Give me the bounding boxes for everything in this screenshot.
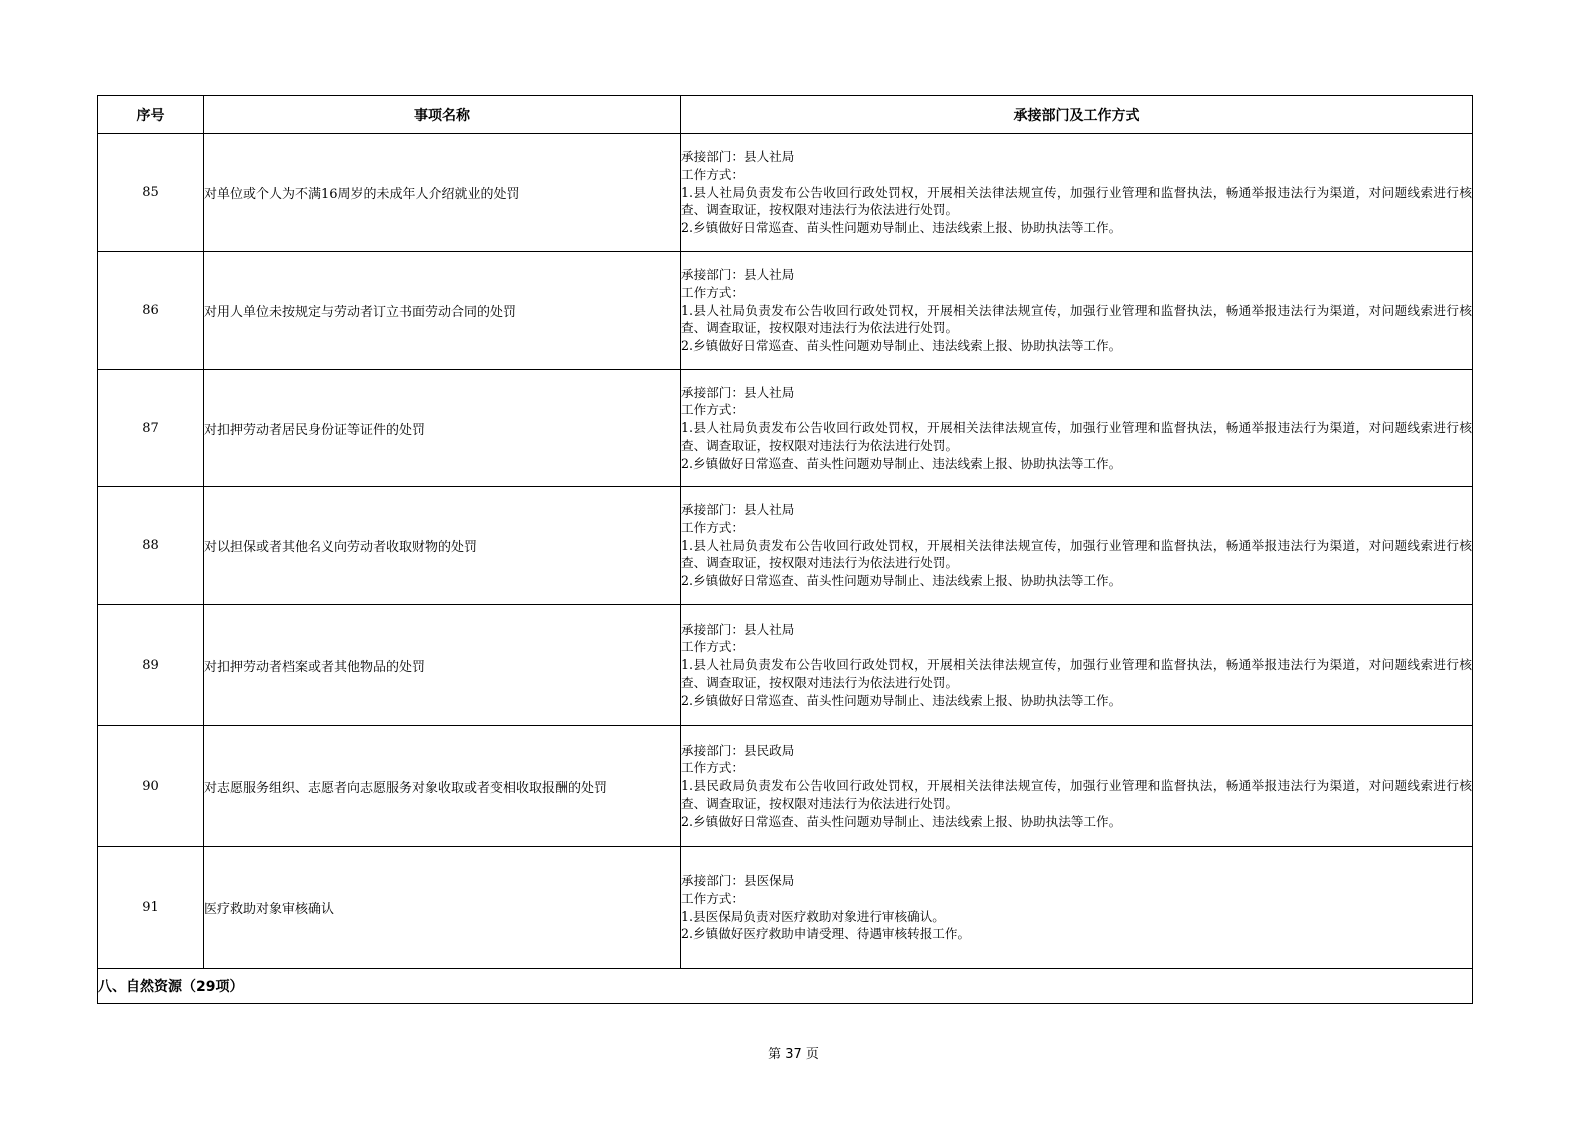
row-detail bbox=[681, 134, 1473, 252]
row-detail bbox=[681, 605, 1473, 726]
method-label: 工作方式： bbox=[681, 284, 744, 300]
method-step-1: 1.县医保局负责对医疗救助对象进行审核确认。 bbox=[681, 908, 945, 924]
method-step-1: 1.县人社局负责发布公告收回行政处罚权，开展相关法律法规宣传，加强行业管理和监督执法，畅通举报违法行为渠道，对问题线索进行核查、调查取证，按权限对违法行为依法进行处罚。 bbox=[681, 657, 1472, 690]
row-seq: 91 bbox=[98, 847, 204, 969]
method-label: 工作方式： bbox=[681, 519, 744, 535]
row-detail bbox=[681, 487, 1473, 605]
header-seq: 序号 bbox=[98, 96, 204, 134]
row-seq: 86 bbox=[98, 252, 204, 370]
table-header-row bbox=[98, 96, 1473, 134]
method-step-2: 2.乡镇做好日常巡查、苗头性问题劝导制止、违法线索上报、协助执法等工作。 bbox=[681, 573, 1122, 589]
section-title: 八、自然资源（29项） bbox=[98, 969, 1473, 1004]
method-step-2: 2.乡镇做好日常巡查、苗头性问题劝导制止、违法线索上报、协助执法等工作。 bbox=[681, 220, 1122, 236]
table-row bbox=[98, 252, 1473, 370]
method-step-1: 1.县人社局负责发布公告收回行政处罚权，开展相关法律法规宣传，加强行业管理和监督执法，畅通举报违法行为渠道，对问题线索进行核查、调查取证，按权限对违法行为依法进行处罚。 bbox=[681, 420, 1472, 453]
document-table bbox=[97, 95, 1473, 1004]
row-detail bbox=[681, 726, 1473, 847]
row-detail bbox=[681, 252, 1473, 370]
table-row bbox=[98, 726, 1473, 847]
dept-line: 承接部门：县民政局 bbox=[681, 742, 795, 758]
table-row bbox=[98, 487, 1473, 605]
method-label: 工作方式： bbox=[681, 166, 744, 182]
row-seq: 89 bbox=[98, 605, 204, 726]
row-item-name: 对单位或个人为不满16周岁的未成年人介绍就业的处罚 bbox=[204, 134, 681, 252]
row-seq: 88 bbox=[98, 487, 204, 605]
row-seq: 87 bbox=[98, 370, 204, 487]
row-seq: 90 bbox=[98, 726, 204, 847]
row-seq: 85 bbox=[98, 134, 204, 252]
table-body bbox=[98, 134, 1473, 1004]
dept-line: 承接部门：县人社局 bbox=[681, 149, 795, 164]
method-step-2: 2.乡镇做好日常巡查、苗头性问题劝导制止、违法线索上报、协助执法等工作。 bbox=[681, 455, 1122, 471]
method-step-1: 1.县人社局负责发布公告收回行政处罚权，开展相关法律法规宣传，加强行业管理和监督执法，畅通举报违法行为渠道，对问题线索进行核查、调查取证，按权限对违法行为依法进行处罚。 bbox=[681, 184, 1472, 218]
table-row bbox=[98, 847, 1473, 969]
method-label: 工作方式： bbox=[681, 639, 744, 655]
section-row bbox=[98, 969, 1473, 1004]
method-step-1: 1.县人社局负责发布公告收回行政处罚权，开展相关法律法规宣传，加强行业管理和监督执法，畅通举报违法行为渠道，对问题线索进行核查、调查取证，按权限对违法行为依法进行处罚。 bbox=[681, 537, 1472, 571]
row-item-name: 对用人单位未按规定与劳动者订立书面劳动合同的处罚 bbox=[204, 252, 681, 370]
header-detail: 承接部门及工作方式 bbox=[681, 96, 1473, 134]
method-label: 工作方式： bbox=[681, 890, 744, 906]
method-step-2: 2.乡镇做好日常巡查、苗头性问题劝导制止、违法线索上报、协助执法等工作。 bbox=[681, 692, 1122, 708]
row-detail bbox=[681, 847, 1473, 969]
row-item-name: 医疗救助对象审核确认 bbox=[204, 847, 681, 969]
row-detail bbox=[681, 370, 1473, 487]
table-row bbox=[98, 370, 1473, 487]
dept-line: 承接部门：县人社局 bbox=[681, 621, 795, 637]
method-label: 工作方式： bbox=[681, 760, 744, 776]
method-step-2: 2.乡镇做好医疗救助申请受理、待遇审核转报工作。 bbox=[681, 926, 971, 942]
table-row bbox=[98, 134, 1473, 252]
dept-line: 承接部门：县人社局 bbox=[681, 502, 795, 517]
method-label: 工作方式： bbox=[681, 402, 744, 418]
method-step-1: 1.县人社局负责发布公告收回行政处罚权，开展相关法律法规宣传，加强行业管理和监督执法，畅通举报违法行为渠道，对问题线索进行核查、调查取证，按权限对违法行为依法进行处罚。 bbox=[681, 302, 1472, 336]
method-step-2: 2.乡镇做好日常巡查、苗头性问题劝导制止、违法线索上报、协助执法等工作。 bbox=[681, 338, 1122, 354]
row-item-name: 对志愿服务组织、志愿者向志愿服务对象收取或者变相收取报酬的处罚 bbox=[204, 726, 681, 847]
row-item-name: 对扣押劳动者居民身份证等证件的处罚 bbox=[204, 370, 681, 487]
header-name: 事项名称 bbox=[204, 96, 681, 134]
method-step-2: 2.乡镇做好日常巡查、苗头性问题劝导制止、违法线索上报、协助执法等工作。 bbox=[681, 813, 1122, 829]
table-row bbox=[98, 605, 1473, 726]
method-step-1: 1.县民政局负责发布公告收回行政处罚权，开展相关法律法规宣传，加强行业管理和监督执法，畅通举报违法行为渠道，对问题线索进行核查、调查取证，按权限对违法行为依法进行处罚。 bbox=[681, 778, 1472, 811]
row-item-name: 对以担保或者其他名义向劳动者收取财物的处罚 bbox=[204, 487, 681, 605]
dept-line: 承接部门：县人社局 bbox=[681, 384, 795, 400]
dept-line: 承接部门：县人社局 bbox=[681, 267, 795, 282]
dept-line: 承接部门：县医保局 bbox=[681, 872, 795, 888]
row-item-name: 对扣押劳动者档案或者其他物品的处罚 bbox=[204, 605, 681, 726]
page-number: 第 37 页 bbox=[768, 1047, 819, 1062]
